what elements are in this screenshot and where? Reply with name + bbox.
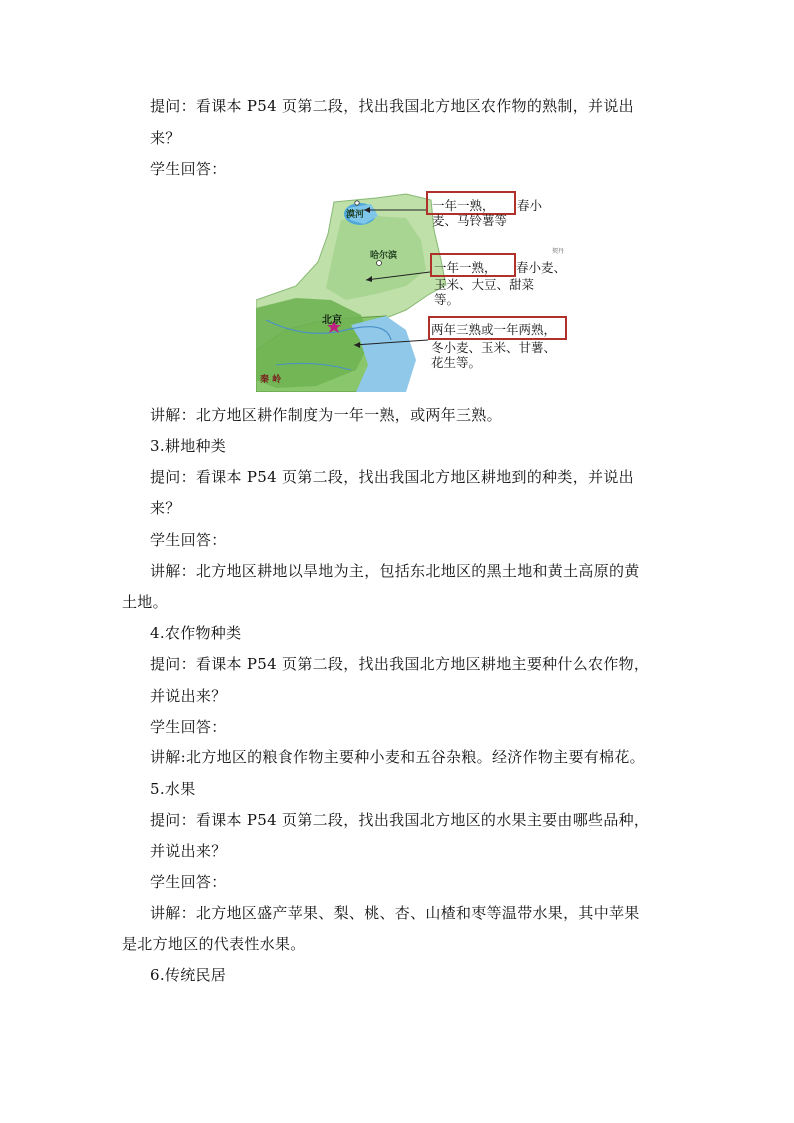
- map-corner-label: 契丹: [552, 248, 565, 255]
- section-heading-4: 4.农作物种类: [150, 624, 242, 642]
- student-answer-label: 学生回答：: [150, 160, 227, 178]
- annotation-1-rest: 春小: [517, 198, 543, 213]
- explanation-2-cont: 土地。: [122, 593, 168, 611]
- north-china-map: [256, 190, 572, 392]
- section-heading-3: 3.耕地种类: [150, 437, 227, 455]
- annotation-2-line3: 等。: [434, 292, 460, 307]
- section-heading-6: 6.传统民居: [150, 966, 227, 984]
- map-label-qinling: 秦 岭: [260, 375, 282, 385]
- explanation-4-cont: 是北方地区的代表性水果。: [122, 935, 306, 953]
- annotation-2-line2: 玉米、大豆、甜菜: [434, 277, 535, 292]
- annotation-3-line3: 花生等。: [431, 355, 482, 370]
- annotation-2-rest: 春小麦、: [516, 260, 567, 275]
- student-answer-label: 学生回答：: [150, 873, 227, 891]
- map-label-harbin: 哈尔滨: [370, 251, 398, 261]
- question-crop-maturity: 提问：看课本 P54 页第二段，找出我国北方地区农作物的熟制，并说出: [150, 97, 634, 115]
- annotation-1-boxed: 一年一熟，: [432, 198, 495, 213]
- explanation-3: 讲解:北方地区的粮食作物主要种小麦和五谷杂粮。经济作物主要有棉花。: [150, 748, 645, 766]
- question-farmland-cont: 来？: [150, 499, 181, 517]
- question-crops: 提问：看课本 P54 页第二段，找出我国北方地区耕地主要种什么农作物，: [150, 655, 650, 673]
- annotation-1-line2: 麦、马铃薯等: [432, 213, 508, 228]
- explanation-4: 讲解：北方地区盛产苹果、梨、桃、杏、山楂和枣等温带水果，其中苹果: [150, 904, 640, 922]
- annotation-3-boxed: 两年三熟或一年两熟，: [431, 322, 557, 337]
- explanation-2: 讲解：北方地区耕地以旱地为主，包括东北地区的黑土地和黄土高原的黄: [150, 562, 640, 580]
- map-label-beijing: 北京: [322, 315, 342, 326]
- student-answer-label: 学生回答：: [150, 718, 227, 736]
- question-fruit-cont: 并说出来？: [150, 842, 227, 860]
- question-farmland: 提问：看课本 P54 页第二段，找出我国北方地区耕地到的种类，并说出: [150, 468, 634, 486]
- annotation-2-boxed: 一年一熟，: [434, 260, 497, 275]
- explanation-1: 讲解：北方地区耕作制度为一年一熟，或两年三熟。: [150, 406, 502, 424]
- annotation-3-line2: 冬小麦、玉米、甘薯、: [431, 340, 557, 355]
- section-heading-5: 5.水果: [150, 780, 196, 798]
- question-crops-cont: 并说出来？: [150, 687, 227, 705]
- map-label-mohe: 漠河: [346, 210, 365, 220]
- question-fruit: 提问：看课本 P54 页第二段，找出我国北方地区的水果主要由哪些品种，: [150, 811, 650, 829]
- question-crop-maturity-cont: 来？: [150, 129, 181, 147]
- student-answer-label: 学生回答：: [150, 531, 227, 549]
